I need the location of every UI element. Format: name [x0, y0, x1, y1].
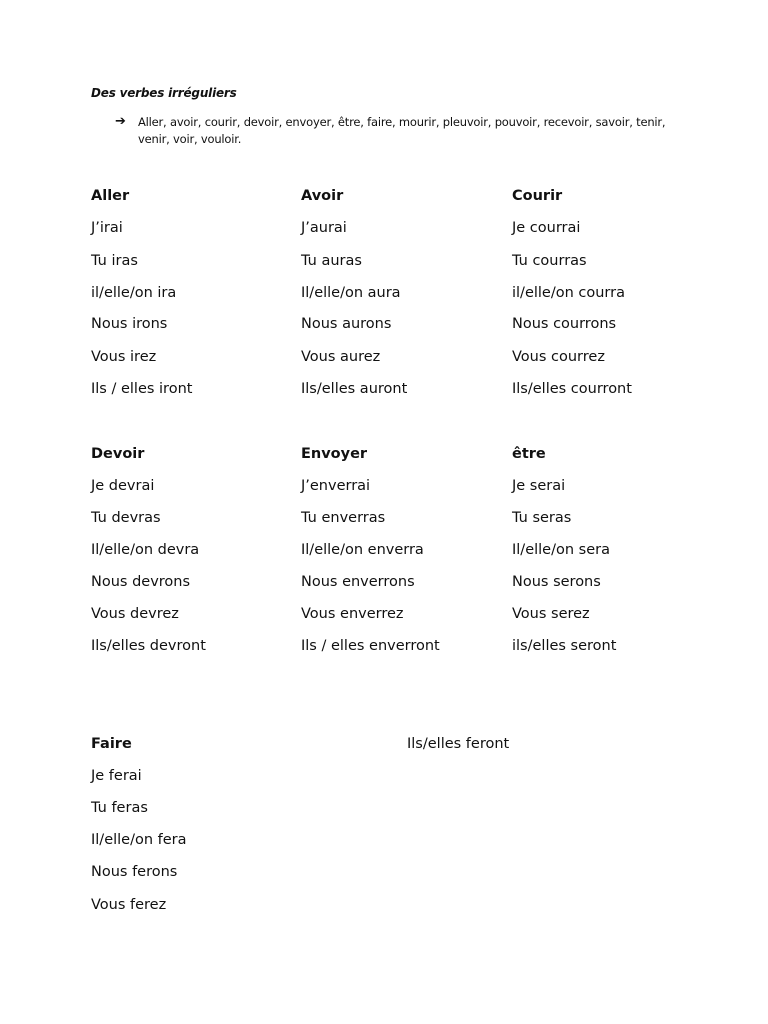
verb-list-text: Aller, avoir, courir, devoir, envoyer, être, faire, mourir, pleuvoir, pouvoir, recevoir, savoir, tenir, venir, voir, vouloir. — [138, 115, 666, 146]
arrow-right-icon: ➔ — [115, 114, 126, 129]
conjugation-line: J’enverrai — [301, 478, 371, 494]
conjugation-line: Ils/elles auront — [301, 381, 408, 397]
verb-heading: Envoyer — [301, 446, 368, 462]
conjugation-line: Ils / elles iront — [91, 381, 193, 397]
conjugation-line: Nous devrons — [91, 574, 191, 590]
document-title: Des verbes irréguliers — [91, 86, 237, 100]
conjugation-line: Il/elle/on aura — [301, 285, 401, 301]
conjugation-line: Tu enverras — [301, 510, 386, 526]
conjugation-line: Tu courras — [512, 253, 587, 269]
verb-heading: Courir — [512, 188, 563, 204]
conjugation-line: il/elle/on courra — [512, 285, 625, 301]
conjugation-line: J’aurai — [301, 220, 347, 236]
conjugation-line: Il/elle/on fera — [91, 832, 187, 848]
conjugation-line: ils/elles seront — [512, 638, 617, 654]
conjugation-line: Vous courrez — [512, 349, 605, 365]
conjugation-line: Je courrai — [512, 220, 581, 236]
conjugation-line: Tu iras — [91, 253, 138, 269]
conjugation-line: Il/elle/on sera — [512, 542, 610, 558]
conjugation-line: Nous ferons — [91, 864, 178, 880]
conjugation-line: Ils/elles courront — [512, 381, 632, 397]
verb-heading: Faire — [91, 736, 132, 752]
conjugation-line: Tu seras — [512, 510, 572, 526]
verb-heading: Avoir — [301, 188, 344, 204]
conjugation-line: il/elle/on ira — [91, 285, 177, 301]
conjugation-line: Nous serons — [512, 574, 601, 590]
conjugation-line: Je serai — [512, 478, 566, 494]
conjugation-line: Vous aurez — [301, 349, 381, 365]
conjugation-line: Tu feras — [91, 800, 148, 816]
conjugation-line: Vous ferez — [91, 897, 167, 913]
verb-heading: être — [512, 446, 546, 462]
conjugation-line: J’irai — [91, 220, 123, 236]
conjugation-line: Nous aurons — [301, 316, 392, 332]
conjugation-line: Vous devrez — [91, 606, 179, 622]
conjugation-line: Ils/elles devront — [91, 638, 206, 654]
conjugation-line: Nous courrons — [512, 316, 617, 332]
conjugation-line: Je devrai — [91, 478, 155, 494]
conjugation-line: Tu auras — [301, 253, 362, 269]
verb-heading: Devoir — [91, 446, 145, 462]
conjugation-line: Ils / elles enverront — [301, 638, 440, 654]
conjugation-line: Tu devras — [91, 510, 161, 526]
conjugation-line: Il/elle/on devra — [91, 542, 200, 558]
conjugation-line: Ils/elles feront — [407, 736, 510, 752]
conjugation-line: Il/elle/on enverra — [301, 542, 424, 558]
conjugation-line: Vous irez — [91, 349, 157, 365]
conjugation-line: Nous irons — [91, 316, 168, 332]
conjugation-line: Vous serez — [512, 606, 590, 622]
conjugation-line: Nous enverrons — [301, 574, 415, 590]
conjugation-line: Vous enverrez — [301, 606, 404, 622]
conjugation-line: Je ferai — [91, 768, 142, 784]
verb-heading: Aller — [91, 188, 130, 204]
